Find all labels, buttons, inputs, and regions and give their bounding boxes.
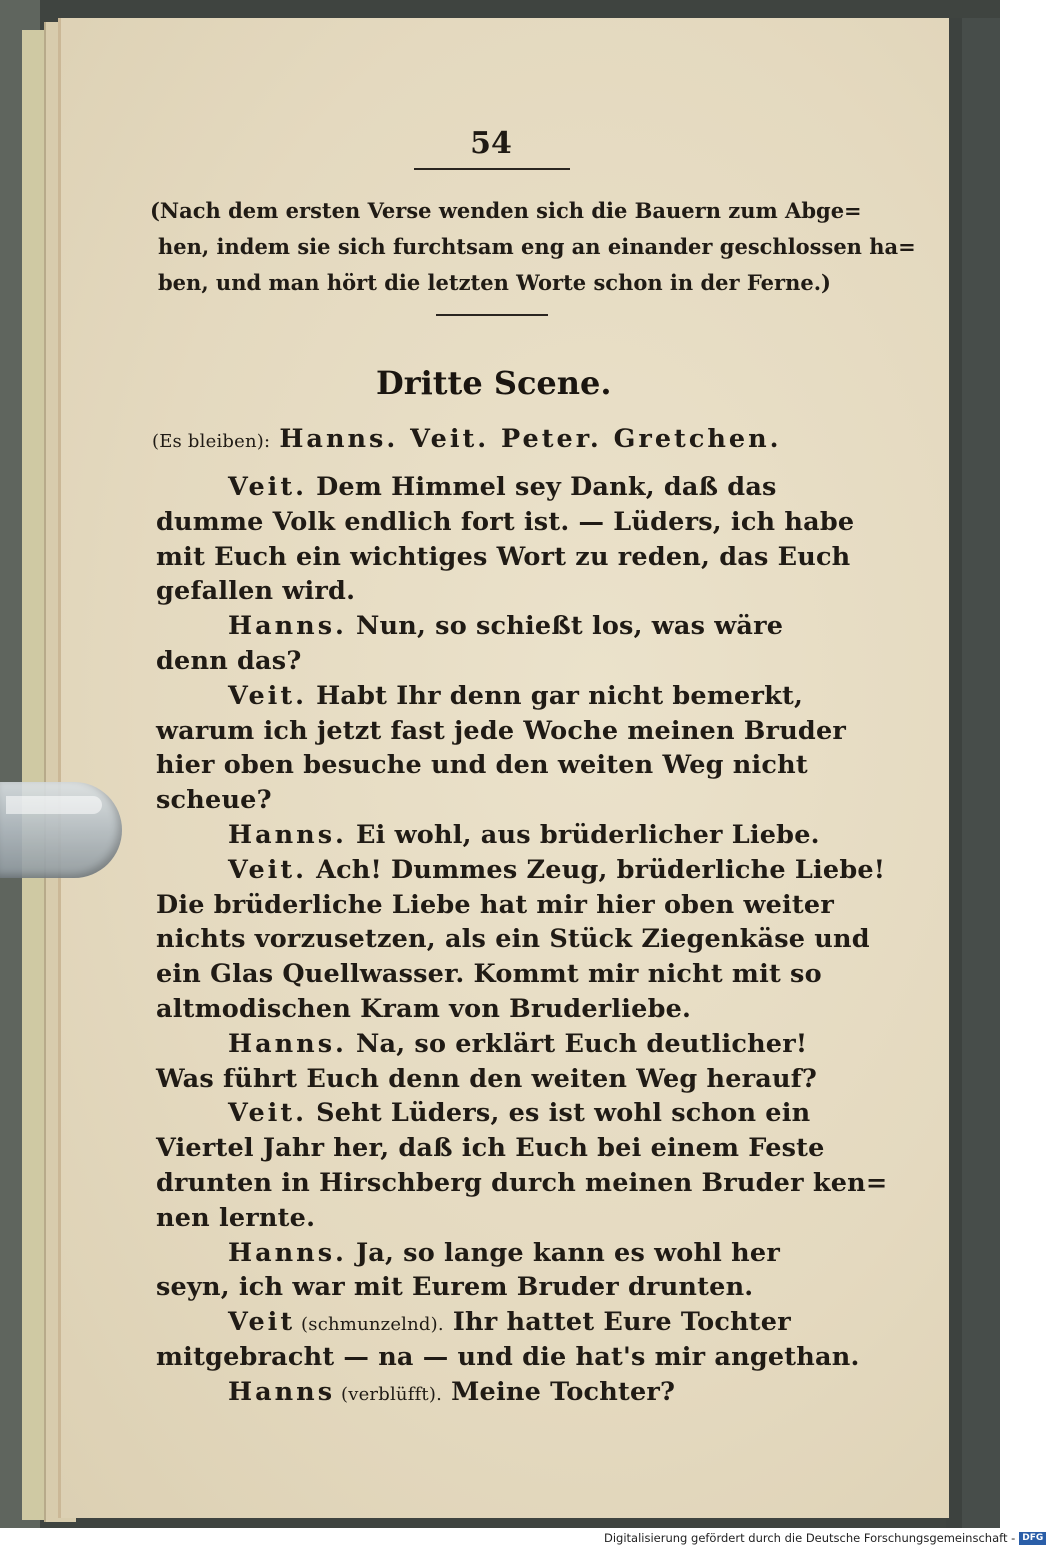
speaker-name: Veit. (228, 472, 308, 502)
cast-prefix: (Es bleiben): (152, 431, 271, 452)
dialogue-text: gefallen wird. (156, 576, 356, 607)
dialogue-line (156, 576, 355, 606)
book-spine-shadow (962, 18, 1000, 1528)
page-number: 54 (470, 126, 512, 161)
stage-direction-inline: (schmunzelnd). (295, 1314, 444, 1336)
dialogue-line (156, 750, 808, 780)
dialogue-line (156, 507, 854, 537)
dialogue-line (156, 959, 822, 989)
footer-credit (604, 1529, 1046, 1548)
speaker-name: Hanns (228, 1376, 336, 1407)
dialogue-text: Nun, so schießt los, was wäre (346, 611, 784, 642)
dialogue-text: dumme Volk endlich fort ist. — Lüders, ich habe (156, 506, 855, 537)
stage-direction-line: (Nach dem ersten Verse wenden sich die Bauern zum Abge= (150, 198, 862, 223)
dialogue-line (156, 890, 834, 920)
dialogue-line (228, 472, 777, 502)
speaker-name: Veit (228, 1307, 296, 1338)
dialogue-text: hier oben besuche und den weiten Weg nicht (156, 750, 808, 781)
dialogue-line (228, 1098, 810, 1128)
dialogue-line (228, 1377, 675, 1407)
dialogue-line (156, 1203, 315, 1233)
dialogue-text: Habt Ihr denn gar nicht bemerkt, (307, 680, 804, 711)
cast-list (152, 424, 782, 454)
dialogue-line (156, 542, 850, 572)
dialogue-line (156, 994, 691, 1024)
dialogue-line (228, 1307, 791, 1337)
dialogue-text: drunten in Hirschberg durch meinen Bruder ken= (156, 1168, 888, 1198)
dialogue-text: Dem Himmel sey Dank, daß das (307, 472, 777, 502)
dialogue-line (156, 1272, 753, 1302)
stage-direction-line: ben, und man hört die letzten Worte schon in der Ferne.) (158, 270, 831, 295)
dialogue-text: ein Glas Quellwasser. Kommt mir nicht mit so (156, 959, 822, 990)
dialogue-text: mit Euch ein wichtiges Wort zu reden, das Euch (156, 541, 851, 572)
dialogue-text: Viertel Jahr her, daß ich Euch bei einem Feste (156, 1133, 825, 1164)
dialogue-text: scheue? (156, 785, 272, 816)
dfg-logo: DFG (1019, 1532, 1046, 1545)
dialogue-text: Ach! Dummes Zeug, brüderliche Liebe! (307, 854, 886, 885)
section-rule (436, 314, 548, 316)
stage-direction-line: hen, indem sie sich furchtsam eng an einander geschlossen ha= (158, 234, 916, 259)
dialogue-text: Meine Tochter? (442, 1376, 676, 1407)
dialogue-text: Seht Lüders, es ist wohl schon ein (307, 1098, 811, 1129)
speaker-name: Veit. (228, 680, 308, 711)
header-rule (414, 168, 570, 170)
dialogue-text: Was führt Euch denn den weiten Weg herauf? (156, 1063, 818, 1094)
dialogue-text: Na, so erklärt Euch deutlicher! (346, 1028, 808, 1059)
dialogue-text: mitgebracht — na — und die hat's mir angethan. (156, 1342, 860, 1372)
clip-highlight (6, 796, 102, 814)
dialogue-line (228, 820, 820, 850)
footer-text: Digitalisierung gefördert durch die Deutsche Forschungsgemeinschaft - (604, 1531, 1016, 1545)
dialogue-line (156, 716, 846, 746)
speaker-name: Veit. (228, 854, 308, 885)
speaker-name: Hanns. (228, 1237, 347, 1268)
dialogue-line (228, 681, 803, 711)
dialogue-text: nichts vorzusetzen, als ein Stück Ziegenkäse und (156, 924, 870, 955)
dialogue-text: warum ich jetzt fast jede Woche meinen Bruder (156, 715, 847, 746)
speaker-name: Hanns. (228, 1028, 347, 1059)
dialogue-text: seyn, ich war mit Eurem Bruder drunten. (156, 1272, 754, 1303)
cast-names: Hanns. Veit. Peter. Gretchen. (279, 424, 782, 454)
speaker-name: Hanns. (228, 611, 347, 642)
dialogue-text: denn das? (156, 646, 302, 676)
dialogue-text: Die brüderliche Liebe hat mir hier oben weiter (156, 889, 834, 920)
dialogue-line (156, 1064, 817, 1094)
dialogue-line (156, 785, 272, 815)
dialogue-line (156, 1342, 860, 1372)
stage-direction-inline: (verblüfft). (335, 1383, 443, 1405)
dialogue-line (228, 855, 885, 885)
scene-heading: Dritte Scene. (376, 364, 612, 402)
speaker-name: Hanns. (228, 820, 347, 850)
dialogue-text: Ihr hattet Eure Tochter (443, 1307, 791, 1338)
dialogue-line (156, 646, 301, 676)
dialogue-text: Ja, so lange kann es wohl her (346, 1237, 780, 1268)
dialogue-text: altmodischen Kram von Bruderliebe. (156, 994, 692, 1024)
dialogue-line (228, 1238, 780, 1268)
dialogue-line (156, 1133, 825, 1163)
dialogue-line (228, 1029, 807, 1059)
dialogue-text: Ei wohl, aus brüderlicher Liebe. (346, 820, 820, 850)
dialogue-line (156, 924, 870, 954)
dialogue-line (228, 611, 783, 641)
speaker-name: Veit. (228, 1098, 308, 1129)
dialogue-line (156, 1168, 887, 1198)
dialogue-text: nen lernte. (156, 1202, 316, 1233)
